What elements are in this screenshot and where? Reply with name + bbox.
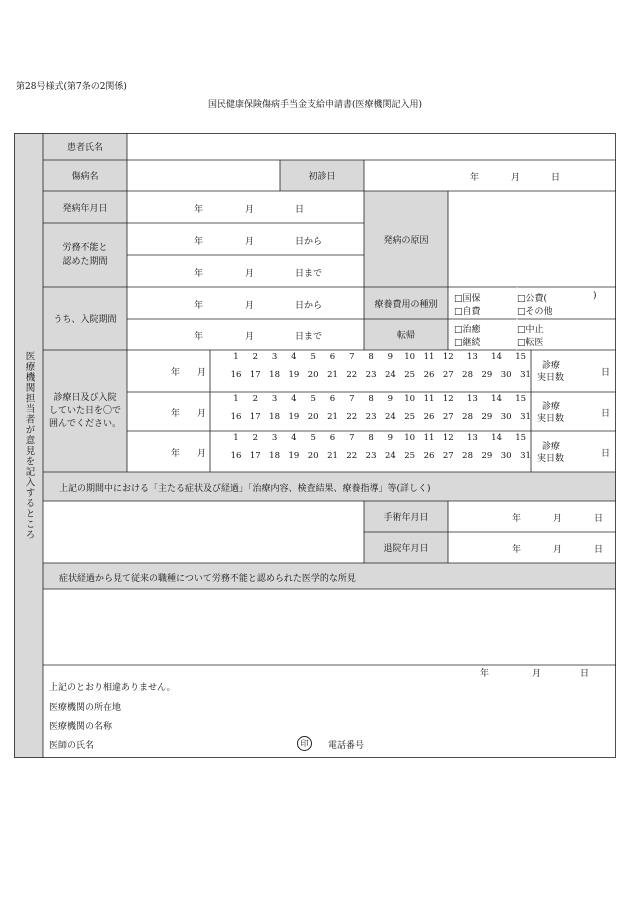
checkbox-cured[interactable]: □治癒	[454, 325, 481, 335]
consult-label-3b: 実日数	[537, 454, 565, 464]
unable-period-label	[43, 223, 127, 287]
day-5[interactable]: 5	[310, 352, 316, 362]
day-12[interactable]: 12	[442, 394, 454, 404]
visit-days-label-line2: していた日を〇で	[48, 405, 121, 416]
day-3[interactable]: 3	[271, 394, 278, 404]
seal-icon	[297, 736, 312, 751]
outcome-label: 転帰	[396, 331, 415, 341]
day-13[interactable]: 13	[467, 394, 478, 404]
discharge-date-field[interactable]	[448, 532, 616, 563]
visit-days-label-line1: 診療日及び入院	[53, 392, 117, 403]
day-6[interactable]: 6	[329, 394, 336, 404]
day-25[interactable]: 25	[404, 412, 416, 422]
unable-from-suffix: 日から	[295, 237, 323, 247]
disease-name-field[interactable]	[127, 160, 280, 191]
disease-name-label: 傷病名	[71, 172, 99, 182]
day-27[interactable]: 27	[442, 412, 454, 422]
day-9[interactable]: 9	[387, 394, 394, 404]
day-4[interactable]: 4	[291, 394, 297, 404]
consult-label-1b: 実日数	[537, 373, 565, 383]
consult-label-1a: 診療	[542, 361, 561, 371]
day-12[interactable]: 12	[442, 433, 454, 443]
institution-address-label: 医療機関の所在地	[49, 703, 122, 713]
day-23[interactable]: 23	[365, 451, 377, 461]
onset-date-label: 発病年月日	[62, 203, 108, 214]
day-16[interactable]: 16	[230, 370, 242, 380]
day-22[interactable]: 22	[346, 451, 358, 461]
symptoms-header: 上記の期間中における「主たる症状及び経過」「治療内容、検査結果、療養指導」等(詳しく)	[59, 484, 431, 494]
first-visit-month: 月	[511, 173, 521, 183]
inpatient-from-suffix: 日から	[295, 301, 323, 311]
day-5[interactable]: 5	[310, 394, 316, 404]
day-11[interactable]: 11	[423, 433, 435, 443]
day-18[interactable]: 18	[269, 412, 280, 422]
certify-text: 上記のとおり相違ありません。	[49, 683, 176, 693]
day-23[interactable]: 23	[365, 370, 377, 380]
surgery-day: 日	[594, 514, 604, 524]
day-15[interactable]: 15	[515, 352, 527, 362]
day-13[interactable]: 13	[467, 352, 478, 362]
day-6[interactable]: 6	[329, 433, 336, 443]
day-24[interactable]: 24	[384, 412, 396, 422]
day-12[interactable]: 12	[442, 352, 454, 362]
onset-year: 年	[194, 205, 204, 215]
day-16[interactable]: 16	[230, 412, 242, 422]
day-21[interactable]: 21	[327, 370, 338, 380]
inpatient-until[interactable]	[127, 319, 364, 350]
inpatient-from-month: 月	[245, 301, 255, 311]
patient-name-label: 患者氏名	[66, 143, 103, 153]
day-11[interactable]: 11	[423, 352, 435, 362]
day-8[interactable]: 8	[368, 394, 374, 404]
inpatient-until-suffix: 日まで	[295, 332, 323, 342]
day-21[interactable]: 21	[327, 412, 338, 422]
checkbox-national-insurance[interactable]: □国保	[454, 294, 481, 304]
day-17[interactable]: 17	[249, 451, 261, 461]
day-4[interactable]: 4	[291, 352, 297, 362]
day-10[interactable]: 10	[404, 433, 416, 443]
consult-label-2a: 診療	[542, 402, 561, 412]
patient-name-field[interactable]	[127, 133, 616, 160]
visit-row3-month: 月	[197, 449, 207, 459]
surgery-year: 年	[512, 514, 522, 524]
phone-label: 電話番号	[328, 741, 365, 751]
day-2[interactable]: 2	[252, 433, 258, 443]
day-1[interactable]: 1	[233, 394, 239, 404]
unable-period-until[interactable]	[127, 255, 364, 287]
day-8[interactable]: 8	[368, 352, 374, 362]
surgery-date-label: 手術年月日	[383, 513, 429, 523]
day-17[interactable]: 17	[249, 370, 261, 380]
first-visit-label: 初診日	[308, 172, 336, 182]
discharge-date-label: 退院年月日	[383, 544, 429, 554]
consult-unit-3: 日	[601, 449, 611, 459]
day-1[interactable]: 1	[233, 352, 239, 362]
day-20[interactable]: 20	[307, 451, 319, 461]
day-31[interactable]: 31	[520, 370, 531, 380]
checkbox-transfer[interactable]: □転医	[517, 338, 544, 348]
day-31[interactable]: 31	[520, 451, 531, 461]
day-28[interactable]: 28	[462, 412, 473, 422]
day-7[interactable]: 7	[349, 352, 355, 362]
day-24[interactable]: 24	[384, 370, 396, 380]
checkbox-public-expense[interactable]: □公費(	[517, 294, 548, 304]
symptoms-field[interactable]	[43, 501, 364, 563]
unable-until-year: 年	[194, 269, 204, 279]
day-3[interactable]: 3	[271, 433, 278, 443]
first-visit-field[interactable]	[364, 160, 616, 191]
day-6[interactable]: 6	[329, 352, 336, 362]
checkbox-discontinued[interactable]: □中止	[517, 325, 544, 335]
seal-text: 印	[300, 739, 309, 748]
discharge-year: 年	[512, 545, 522, 555]
form-number: 第28号様式(第7条の2関係)	[16, 82, 127, 92]
unable-period-label-line1: 労務不能と	[62, 243, 108, 253]
day-3[interactable]: 3	[271, 352, 278, 362]
sign-month: 月	[532, 669, 542, 679]
onset-date-field[interactable]	[127, 191, 364, 223]
inpatient-until-month: 月	[245, 332, 255, 342]
day-2[interactable]: 2	[252, 394, 258, 404]
first-visit-day: 日	[551, 173, 561, 183]
inpatient-from-year: 年	[194, 301, 204, 311]
day-25[interactable]: 25	[404, 451, 416, 461]
onset-day: 日	[295, 205, 305, 215]
day-14[interactable]: 14	[491, 394, 502, 404]
day-20[interactable]: 20	[307, 412, 319, 422]
inpatient-period-label: うち、入院期間	[53, 315, 117, 325]
day-18[interactable]: 18	[269, 370, 280, 380]
inpatient-until-year: 年	[194, 332, 204, 342]
consult-unit-2: 日	[601, 409, 611, 419]
day-29[interactable]: 29	[481, 370, 493, 380]
day-7[interactable]: 7	[349, 394, 355, 404]
day-5[interactable]: 5	[310, 433, 316, 443]
visit-row2-month: 月	[197, 409, 207, 419]
day-29[interactable]: 29	[481, 451, 493, 461]
day-10[interactable]: 10	[404, 394, 416, 404]
consult-label-2b: 実日数	[537, 414, 565, 424]
day-19[interactable]: 19	[288, 370, 300, 380]
day-8[interactable]: 8	[368, 433, 374, 443]
public-expense-close: )	[593, 291, 597, 301]
day-4[interactable]: 4	[291, 433, 297, 443]
unable-until-suffix: 日まで	[295, 269, 323, 279]
day-30[interactable]: 30	[500, 451, 512, 461]
consult-label-3a: 診療	[542, 442, 561, 452]
day-26[interactable]: 26	[423, 370, 435, 380]
unable-from-month: 月	[245, 237, 255, 247]
sign-day: 日	[580, 669, 590, 679]
visit-row1-year: 年	[171, 368, 181, 378]
application-form	[14, 133, 616, 758]
day-19[interactable]: 19	[288, 451, 300, 461]
visit-month-row-3	[127, 431, 616, 472]
unable-period-label-line2: 認めた期間	[62, 257, 108, 267]
checkbox-continued[interactable]: □継続	[454, 338, 481, 348]
day-21[interactable]: 21	[327, 451, 338, 461]
day-9[interactable]: 9	[387, 352, 394, 362]
day-24[interactable]: 24	[384, 451, 396, 461]
day-25[interactable]: 25	[404, 370, 416, 380]
discharge-day: 日	[594, 545, 604, 555]
visit-row3-year: 年	[171, 449, 181, 459]
day-26[interactable]: 26	[423, 451, 435, 461]
day-7[interactable]: 7	[349, 433, 355, 443]
side-label	[14, 133, 43, 758]
day-11[interactable]: 11	[423, 394, 435, 404]
side-label-text: 医療機関担当者が意見を記入するところ	[23, 351, 35, 540]
checkbox-self-pay[interactable]: □自費	[454, 307, 481, 317]
day-9[interactable]: 9	[387, 433, 394, 443]
day-1[interactable]: 1	[233, 433, 239, 443]
consult-unit-1: 日	[601, 368, 611, 378]
day-17[interactable]: 17	[249, 412, 261, 422]
visit-month-row-2	[127, 392, 616, 431]
day-30[interactable]: 30	[500, 412, 512, 422]
inpatient-from[interactable]	[127, 287, 364, 319]
day-13[interactable]: 13	[467, 433, 478, 443]
day-18[interactable]: 18	[269, 451, 280, 461]
institution-name-label: 医療機関の名称	[49, 722, 113, 732]
day-27[interactable]: 27	[442, 370, 454, 380]
unable-until-month: 月	[245, 269, 255, 279]
day-28[interactable]: 28	[462, 451, 473, 461]
day-14[interactable]: 14	[491, 433, 502, 443]
form-title: 国民健康保険傷病手当金支給申請書(医療機関記入用)	[207, 100, 423, 110]
day-27[interactable]: 27	[442, 451, 454, 461]
day-30[interactable]: 30	[500, 370, 512, 380]
onset-cause-label: 発病の原因	[383, 235, 429, 246]
first-visit-year: 年	[470, 173, 480, 183]
day-22[interactable]: 22	[346, 412, 358, 422]
visit-month-row-1	[127, 350, 616, 392]
day-20[interactable]: 20	[307, 370, 319, 380]
onset-cause-field[interactable]	[448, 191, 616, 287]
cost-type-label: 療養費用の種別	[374, 299, 438, 310]
onset-month: 月	[245, 205, 255, 215]
day-15[interactable]: 15	[515, 433, 527, 443]
opinion-header: 症状経過から見て従来の職種について労務不能と認められた医学的な所見	[59, 574, 356, 584]
checkbox-other[interactable]: □その他	[517, 307, 553, 317]
visit-days-label-line3: 囲んでください。	[48, 418, 121, 429]
day-28[interactable]: 28	[462, 370, 473, 380]
surgery-month: 月	[553, 514, 563, 524]
day-2[interactable]: 2	[252, 352, 258, 362]
day-23[interactable]: 23	[365, 412, 377, 422]
day-10[interactable]: 10	[404, 352, 416, 362]
day-29[interactable]: 29	[481, 412, 493, 422]
discharge-month: 月	[553, 545, 563, 555]
day-19[interactable]: 19	[288, 412, 300, 422]
day-14[interactable]: 14	[491, 352, 502, 362]
visit-days-label	[43, 350, 127, 472]
day-22[interactable]: 22	[346, 370, 358, 380]
day-26[interactable]: 26	[423, 412, 435, 422]
day-16[interactable]: 16	[230, 451, 242, 461]
visit-row2-year: 年	[171, 409, 181, 419]
day-31[interactable]: 31	[520, 412, 531, 422]
unable-period-from[interactable]	[127, 223, 364, 255]
unable-from-year: 年	[194, 237, 204, 247]
doctor-name-label: 医師の氏名	[49, 741, 95, 751]
surgery-date-field[interactable]	[448, 501, 616, 532]
visit-row1-month: 月	[197, 368, 207, 378]
sign-year: 年	[480, 669, 490, 679]
day-15[interactable]: 15	[515, 394, 527, 404]
opinion-field[interactable]	[43, 589, 616, 665]
